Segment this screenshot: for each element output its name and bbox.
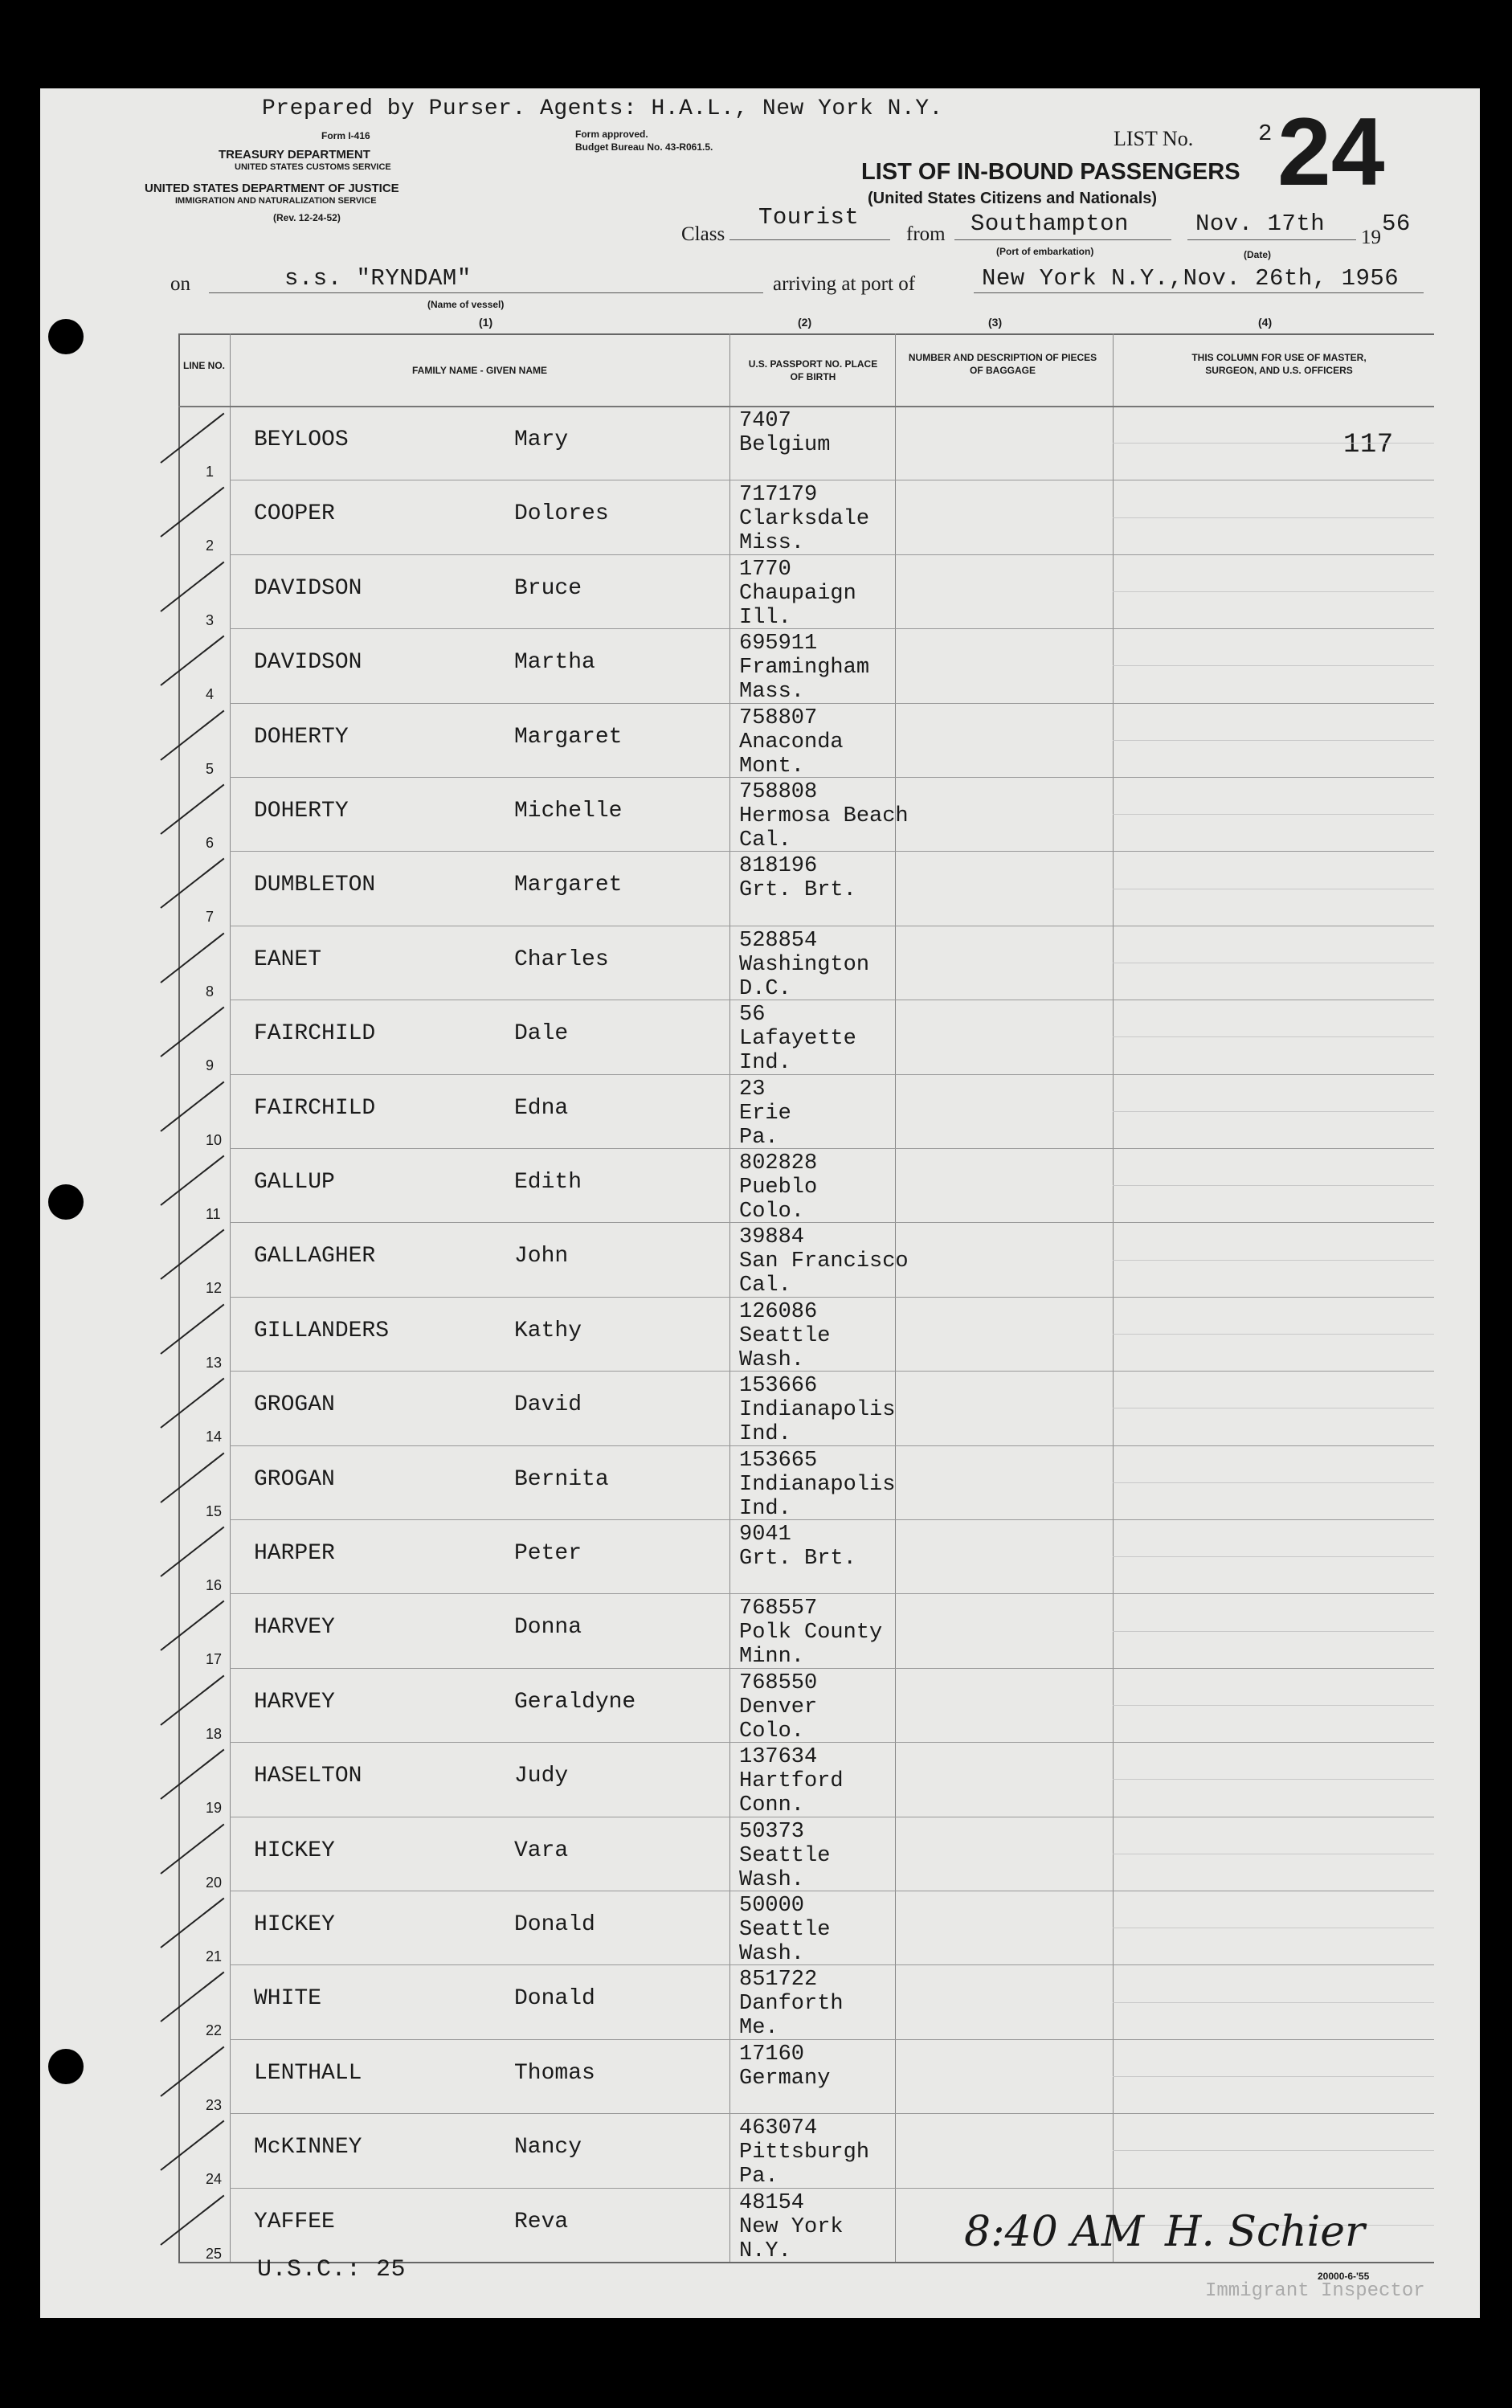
line-number: 3 xyxy=(206,611,215,628)
passport-number: 818196 xyxy=(739,854,818,879)
usc-count: U.S.C.: 25 xyxy=(257,2256,407,2283)
family-name: DOHERTY xyxy=(254,799,349,824)
passport-number: 50373 xyxy=(739,1819,805,1844)
prepared-by: Prepared by Purser. Agents: H.A.L., New York N.Y. xyxy=(262,96,943,121)
family-name: DUMBLETON xyxy=(254,873,376,898)
passport-number: 56 xyxy=(739,1003,766,1028)
column-header-line-no: LINE NO. xyxy=(182,360,225,371)
column-header-passport: U.S. PASSPORT NO. PLACE OF BIRTH xyxy=(748,358,878,382)
place-of-birth: Germany xyxy=(739,2066,831,2091)
line-number: 21 xyxy=(206,1948,223,1964)
passport-number: 1770 xyxy=(739,557,791,582)
passport-number: 50000 xyxy=(739,1894,805,1918)
line-number: 8 xyxy=(206,983,215,1000)
given-name: Peter xyxy=(514,1541,582,1566)
place-of-birth-state: Colo. xyxy=(739,1200,805,1224)
officer-note: 117 xyxy=(1343,430,1394,460)
place-of-birth: Seattle xyxy=(739,1323,831,1348)
date-caption: (Date) xyxy=(1244,249,1272,260)
column-number-4: (4) xyxy=(1258,316,1273,329)
year-prefix: 19 xyxy=(1361,227,1381,248)
passport-number: 528854 xyxy=(739,928,818,953)
arriving-label: arriving at port of xyxy=(773,273,916,295)
place-of-birth: Seattle xyxy=(739,1843,831,1868)
class-value: Tourist xyxy=(758,204,860,231)
place-of-birth-state: Pa. xyxy=(739,1125,778,1150)
inspector-stamp: Immigrant Inspector xyxy=(1205,2280,1425,2302)
column-header-name: FAMILY NAME - GIVEN NAME xyxy=(411,365,548,376)
family-name: FAIRCHILD xyxy=(254,1095,376,1121)
place-of-birth: Polk County xyxy=(739,1621,883,1646)
place-of-birth-state: Miss. xyxy=(739,531,805,556)
department-treasury-sub: UNITED STATES CUSTOMS SERVICE xyxy=(235,162,391,172)
line-number: 18 xyxy=(206,1725,223,1742)
passport-number: 17160 xyxy=(739,2042,805,2067)
family-name: HASELTON xyxy=(254,1764,362,1789)
given-name: Judy xyxy=(514,1764,569,1789)
passport-number: 48154 xyxy=(739,2190,805,2215)
given-name: Martha xyxy=(514,650,595,676)
place-of-birth-state: N.Y. xyxy=(739,2238,791,2263)
line-number: 6 xyxy=(206,835,215,851)
line-number: 5 xyxy=(206,760,215,777)
given-name: Michelle xyxy=(514,799,623,824)
given-name: Margaret xyxy=(514,873,623,898)
place-of-birth: Indianapolis xyxy=(739,1472,896,1497)
column-header-baggage: NUMBER AND DESCRIPTION OF PIECES OF BAGGAGE xyxy=(908,352,1097,376)
family-name: HICKEY xyxy=(254,1912,335,1937)
place-of-birth: Pittsburgh xyxy=(739,2140,870,2165)
given-name: John xyxy=(514,1244,569,1269)
given-name: Dale xyxy=(514,1021,569,1047)
family-name: HICKEY xyxy=(254,1838,335,1863)
passport-number: 39884 xyxy=(739,1225,805,1250)
place-of-birth-state: Me. xyxy=(739,2016,778,2041)
handwritten-time: 8:40 AM xyxy=(964,2208,1145,2256)
department-justice-sub: IMMIGRATION AND NATURALIZATION SERVICE xyxy=(175,196,377,206)
passport-number: 768550 xyxy=(739,1670,818,1695)
passport-number: 768557 xyxy=(739,1596,818,1621)
line-number: 17 xyxy=(206,1651,223,1668)
column-number-1: (1) xyxy=(479,316,493,329)
punch-hole xyxy=(48,1184,84,1220)
place-of-birth-state: Wash. xyxy=(739,1347,805,1372)
passport-number: 851722 xyxy=(739,1968,818,1993)
given-name: Kathy xyxy=(514,1318,582,1343)
punch-hole xyxy=(48,2049,84,2084)
place-of-birth: Chaupaign xyxy=(739,581,856,606)
passport-number: 695911 xyxy=(739,632,818,656)
family-name: LENTHALL xyxy=(254,2060,362,2086)
place-of-birth-state: Ind. xyxy=(739,1051,791,1076)
arrival-port-date: New York N.Y.,Nov. 26th, 1956 xyxy=(982,265,1400,292)
given-name: Donald xyxy=(514,1912,595,1937)
place-of-birth-state: Pa. xyxy=(739,2165,778,2189)
place-of-birth-state: Minn. xyxy=(739,1645,805,1670)
given-name: Nancy xyxy=(514,2135,582,2161)
family-name: DAVIDSON xyxy=(254,650,362,676)
line-number: 11 xyxy=(206,1206,221,1222)
list-no-label: LIST No. xyxy=(1114,127,1194,150)
place-of-birth-state: Wash. xyxy=(739,1867,805,1892)
place-of-birth-state: Cal. xyxy=(739,1274,791,1298)
on-label: on xyxy=(170,273,190,295)
passport-number: 758808 xyxy=(739,780,818,804)
department-justice: UNITED STATES DEPARTMENT OF JUSTICE xyxy=(145,182,399,195)
place-of-birth-state: Ind. xyxy=(739,1496,791,1521)
place-of-birth-state: D.C. xyxy=(739,976,791,1001)
line-number: 4 xyxy=(206,686,215,703)
line-number: 16 xyxy=(206,1577,223,1593)
from-label: from xyxy=(906,223,946,245)
family-name: GROGAN xyxy=(254,1392,335,1418)
family-name: BEYLOOS xyxy=(254,427,349,452)
departure-date: Nov. 17th xyxy=(1195,211,1326,237)
place-of-birth: Anaconda xyxy=(739,730,844,754)
line-number: 25 xyxy=(206,2245,223,2262)
line-number: 15 xyxy=(206,1502,223,1519)
passport-number: 153665 xyxy=(739,1448,818,1473)
passport-number: 463074 xyxy=(739,2116,818,2141)
line-number: 19 xyxy=(206,1800,223,1817)
family-name: DAVIDSON xyxy=(254,575,362,601)
family-name: GILLANDERS xyxy=(254,1318,390,1343)
passport-number: 802828 xyxy=(739,1151,818,1175)
passport-number: 717179 xyxy=(739,483,818,508)
budget-bureau: Budget Bureau No. 43-R061.5. xyxy=(575,141,713,153)
given-name: David xyxy=(514,1392,582,1418)
place-of-birth: Belgium xyxy=(739,433,831,457)
place-of-birth: Hartford xyxy=(739,1769,844,1794)
given-name: Donald xyxy=(514,1986,595,2012)
passport-number: 23 xyxy=(739,1077,766,1102)
column-header-officers: THIS COLUMN FOR USE OF MASTER, SURGEON, AND U.S. OFFICERS xyxy=(1191,352,1367,376)
line-number: 13 xyxy=(206,1354,223,1371)
place-of-birth: Pueblo xyxy=(739,1175,818,1200)
vessel-name: s.s. "RYNDAM" xyxy=(284,265,472,292)
family-name: HARVEY xyxy=(254,1615,335,1641)
given-name: Mary xyxy=(514,427,569,452)
column-number-2: (2) xyxy=(798,316,812,329)
given-name: Margaret xyxy=(514,724,623,750)
line-number: 22 xyxy=(206,2022,223,2039)
form-number: Form I-416 xyxy=(321,130,370,141)
form-revision: (Rev. 12-24-52) xyxy=(273,212,341,223)
line-number: 24 xyxy=(206,2171,223,2188)
passport-number: 137634 xyxy=(739,1745,818,1770)
family-name: DOHERTY xyxy=(254,724,349,750)
place-of-birth: San Francisco xyxy=(739,1249,909,1274)
port-embarkation-caption: (Port of embarkation) xyxy=(996,246,1094,257)
document-title: LIST OF IN-BOUND PASSENGERS xyxy=(861,159,1240,185)
passport-number: 126086 xyxy=(739,1299,818,1324)
place-of-birth-state: Ind. xyxy=(739,1422,791,1447)
line-number: 9 xyxy=(206,1057,215,1074)
passport-number: 9041 xyxy=(739,1523,791,1547)
place-of-birth-state: Wash. xyxy=(739,1942,805,1966)
family-name: YAFFEE xyxy=(254,2209,335,2234)
family-name: WHITE xyxy=(254,1986,322,2012)
punch-hole xyxy=(48,319,84,354)
line-number: 10 xyxy=(206,1131,223,1148)
column-number-3: (3) xyxy=(988,316,1003,329)
line-number: 2 xyxy=(206,538,215,554)
place-of-birth: Grt. Brt. xyxy=(739,1547,856,1571)
place-of-birth: Framingham xyxy=(739,656,870,681)
given-name: Edna xyxy=(514,1095,569,1121)
document-subtitle: (United States Citizens and Nationals) xyxy=(868,190,1158,207)
place-of-birth-state: Conn. xyxy=(739,1793,805,1818)
family-name: GALLUP xyxy=(254,1170,335,1195)
place-of-birth-state: Mont. xyxy=(739,754,805,779)
line-number: 20 xyxy=(206,1874,223,1891)
year-suffix: 56 xyxy=(1382,211,1411,237)
given-name: Edith xyxy=(514,1170,582,1195)
list-no-big: 24 xyxy=(1277,98,1385,206)
given-name: Charles xyxy=(514,946,609,972)
place-of-birth: Hermosa Beach xyxy=(739,804,909,828)
family-name: HARVEY xyxy=(254,1689,335,1715)
passport-number: 153666 xyxy=(739,1374,818,1399)
port-of-embarkation: Southampton xyxy=(971,211,1129,237)
place-of-birth: Grt. Brt. xyxy=(739,878,856,903)
place-of-birth: Clarksdale xyxy=(739,507,870,532)
print-code: 20000-6-'55 xyxy=(1318,2271,1370,2282)
place-of-birth: Erie xyxy=(739,1101,791,1126)
family-name: EANET xyxy=(254,946,322,972)
list-no-small: 2 xyxy=(1258,121,1273,147)
given-name: Bruce xyxy=(514,575,582,601)
place-of-birth: Danforth xyxy=(739,1992,844,2017)
department-treasury: TREASURY DEPARTMENT xyxy=(219,148,370,161)
given-name: Thomas xyxy=(514,2060,595,2086)
family-name: GROGAN xyxy=(254,1466,335,1492)
vessel-caption: (Name of vessel) xyxy=(427,299,505,310)
given-name: Donna xyxy=(514,1615,582,1641)
place-of-birth-state: Cal. xyxy=(739,828,791,852)
given-name: Geraldyne xyxy=(514,1689,636,1715)
line-number: 7 xyxy=(206,909,215,926)
family-name: GALLAGHER xyxy=(254,1244,376,1269)
given-name: Vara xyxy=(514,1838,569,1863)
place-of-birth-state: Colo. xyxy=(739,1719,805,1744)
form-approved: Form approved. xyxy=(575,129,648,140)
passenger-table xyxy=(178,333,1434,2262)
place-of-birth: New York xyxy=(739,2214,844,2239)
passport-number: 7407 xyxy=(739,409,791,433)
given-name: Dolores xyxy=(514,501,609,527)
line-number: 1 xyxy=(206,464,215,480)
given-name: Bernita xyxy=(514,1466,609,1492)
line-number: 23 xyxy=(206,2096,223,2113)
line-number: 14 xyxy=(206,1429,223,1445)
family-name: HARPER xyxy=(254,1541,335,1566)
family-name: FAIRCHILD xyxy=(254,1021,376,1047)
place-of-birth-state: Mass. xyxy=(739,680,805,705)
place-of-birth: Denver xyxy=(739,1695,818,1719)
family-name: COOPER xyxy=(254,501,335,527)
place-of-birth: Lafayette xyxy=(739,1027,856,1052)
given-name: Reva xyxy=(514,2209,569,2234)
place-of-birth: Washington xyxy=(739,952,870,977)
class-label: Class xyxy=(681,223,725,245)
place-of-birth: Seattle xyxy=(739,1918,831,1942)
place-of-birth: Indianapolis xyxy=(739,1398,896,1423)
place-of-birth-state: Ill. xyxy=(739,605,791,630)
line-number: 12 xyxy=(206,1280,223,1297)
inspector-signature: H. Schier xyxy=(1165,2208,1365,2256)
family-name: McKINNEY xyxy=(254,2135,362,2161)
passport-number: 758807 xyxy=(739,705,818,730)
